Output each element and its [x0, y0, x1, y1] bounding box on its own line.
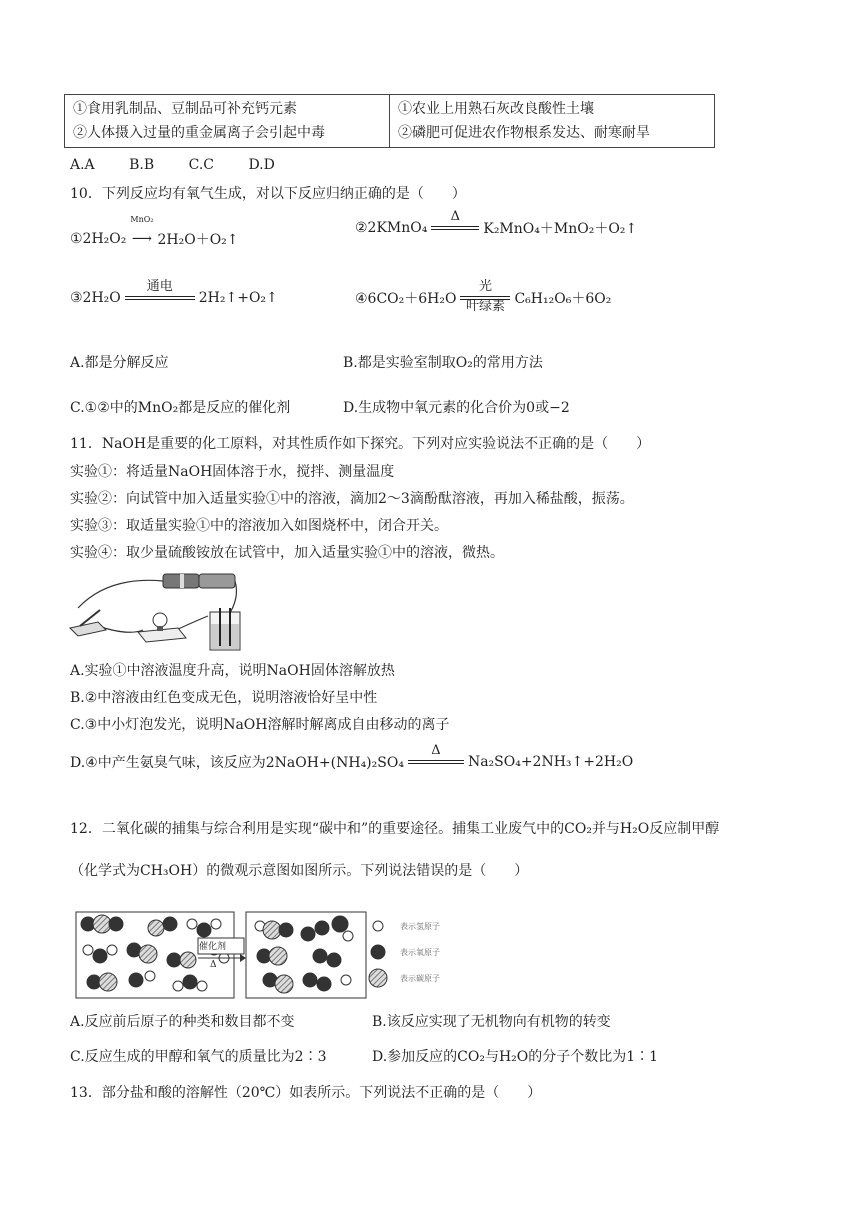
q9-table-cell: [390, 95, 715, 148]
legend-carbon: 表示碳原子: [400, 974, 440, 983]
q10-reaction-2: [355, 210, 637, 246]
option-a: A.A: [70, 157, 95, 173]
option-c: C.C: [188, 157, 214, 173]
equals-sign: [431, 226, 479, 230]
q13-stem: 13．部分盐和酸的溶解性（20℃）如表所示。下列说法不正确的是（ ）: [70, 1085, 542, 1101]
condition: MnO₂: [130, 215, 154, 224]
q11-option-c: C.③中小灯泡发光，说明NaOH溶解时解离成自由移动的离子: [70, 717, 450, 733]
table-text: ①农业上用熟石灰改良酸性土壤: [398, 101, 594, 117]
q12-stem-line1: 12．二氧化碳的捕集与综合利用是实现“碳中和”的重要途径。捕集工业废气中的CO₂并与H₂O反应制甲醇: [70, 821, 720, 837]
q12-option-b: B.该反应实现了无机物向有机物的转变: [372, 1014, 611, 1030]
products: C₆H₁₂O₆＋6O₂: [514, 291, 612, 307]
q10-reaction-1: [70, 216, 239, 262]
equals-sign: [408, 760, 464, 764]
q9-options: [70, 157, 305, 173]
circuit-diagram-figure: [68, 568, 248, 652]
products: 2H₂↑+O₂↑: [198, 290, 278, 306]
q12-option-d: D.参加反应的CO₂与H₂O的分子个数比为1∶1: [372, 1049, 659, 1065]
legend-hydrogen: 表示氢原子: [400, 922, 440, 931]
legend-oxygen: 表示氧原子: [400, 948, 440, 957]
q12-option-a: A.反应前后原子的种类和数目都不变: [70, 1014, 295, 1030]
q11-option-b: B.②中溶液由红色变成无色，说明溶液恰好呈中性: [70, 690, 378, 706]
reactants: D.④中产生氨臭气味，该反应为2NaOH+(NH₄)₂SO₄: [70, 755, 404, 771]
reactants: ①2H₂O₂: [70, 231, 127, 247]
equals-sign: [125, 296, 195, 300]
catalyst-label: 催化剂: [199, 942, 227, 952]
reactants: ③2H₂O: [70, 290, 121, 306]
heat-label: Δ: [210, 960, 217, 970]
q11-option-d: [70, 744, 633, 780]
option-d: D.D: [248, 157, 275, 173]
table-text: ②磷肥可促进农作物根系发达、耐寒耐旱: [398, 125, 650, 141]
q11-exp4: 实验④：取少量硫酸铵放在试管中，加入适量实验①中的溶液，微热。: [70, 545, 504, 561]
condition: Δ: [450, 209, 461, 224]
q10-stem: 10．下列反应均有氧气生成，对以下反应归纳正确的是（ ）: [70, 186, 466, 202]
products: K₂MnO₄＋MnO₂＋O₂↑: [483, 221, 638, 237]
q9-table-cell: [65, 95, 390, 148]
q11-exp3: 实验③：取适量实验①中的溶液加入如图烧杯中，闭合开关。: [70, 518, 448, 534]
arrow-icon: ⟶: [131, 231, 152, 247]
products: Na₂SO₄+2NH₃↑+2H₂O: [467, 754, 634, 770]
table-text: ②人体摄入过量的重金属离子会引起中毒: [73, 125, 325, 141]
q11-option-a: A.实验①中溶液温度升高，说明NaOH固体溶解放热: [70, 663, 395, 679]
condition: 光: [478, 279, 492, 294]
q10-reaction-4: [355, 280, 611, 316]
q9-table: [64, 94, 715, 148]
condition: 叶绿素: [465, 299, 505, 314]
q10-reaction-3: [70, 280, 278, 316]
condition: 通电: [146, 279, 173, 294]
q12-option-c: C.反应生成的甲醇和氧气的质量比为2∶3: [70, 1049, 327, 1065]
q10-option-d: D.生成物中氧元素的化合价为0或−2: [343, 400, 570, 416]
option-b: B.B: [129, 157, 155, 173]
q11-exp1: 实验①：将适量NaOH固体溶于水，搅拌、测量温度: [70, 464, 395, 480]
reactants: ②2KMnO₄: [355, 220, 428, 236]
q10-option-b: B.都是实验室制取O₂的常用方法: [343, 355, 543, 371]
q11-exp2: 实验②：向试管中加入适量实验①中的溶液，滴加2～3滴酚酞溶液，再加入稀盐酸，振荡。: [70, 491, 634, 507]
products: 2H₂O＋O₂↑: [157, 232, 239, 248]
reactants: ④6CO₂＋6H₂O: [355, 291, 457, 307]
q12-stem-line2: （化学式为CH₃OH）的微观示意图如图所示。下列说法错误的是（ ）: [70, 863, 529, 879]
table-text: ①食用乳制品、豆制品可补充钙元素: [73, 101, 297, 117]
condition: Δ: [431, 743, 441, 758]
q11-stem: 11．NaOH是重要的化工原料，对其性质作如下探究。下列对应实验说法不正确的是（ ）: [70, 436, 651, 452]
q10-option-c: C.①②中的MnO₂都是反应的催化剂: [70, 400, 291, 416]
q10-option-a: A.都是分解反应: [70, 355, 169, 371]
